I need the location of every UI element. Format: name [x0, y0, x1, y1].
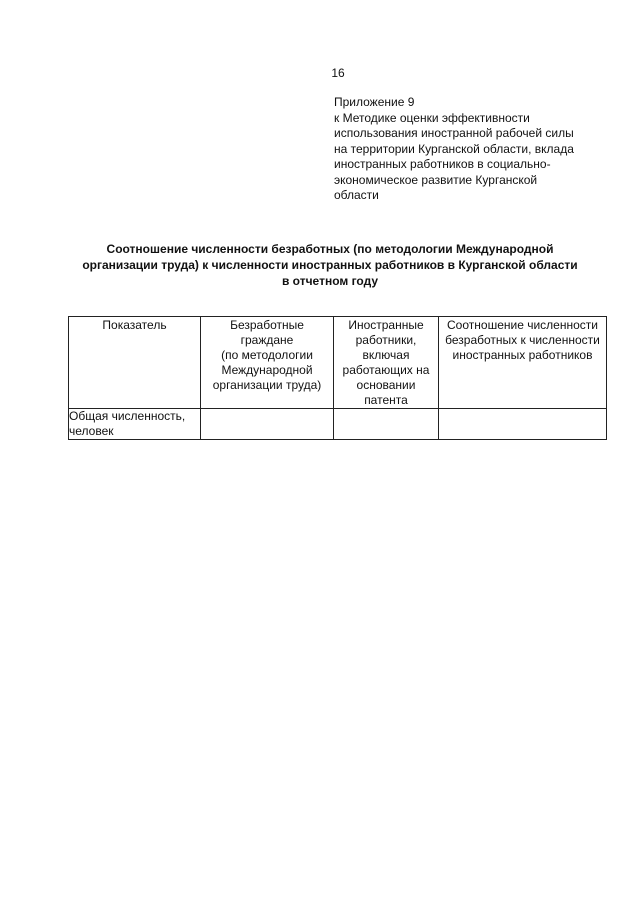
data-table: [68, 316, 607, 440]
header-text: Безработные: [230, 318, 304, 332]
appendix-line: экономическое развитие Курганской: [334, 172, 538, 187]
header-text: Соотношение численности: [447, 318, 598, 332]
row-label-text: Общая численность,: [69, 409, 186, 423]
title-line: в отчетном году: [281, 274, 379, 288]
appendix-line: на территории Курганской области, вклада: [334, 141, 574, 156]
header-text: Иностранные: [348, 318, 424, 332]
header-text: организации труда): [212, 378, 322, 392]
header-text: работники,: [355, 333, 417, 347]
header-unemployed: [201, 317, 334, 409]
table-row: [69, 409, 607, 440]
title-line: организации труда) к численности иностранных работников в Курганской области: [82, 258, 578, 272]
header-foreign-workers: [334, 317, 439, 409]
page-number: 16: [331, 66, 345, 80]
table-cell-foreign-workers: [334, 409, 439, 440]
header-text: патента: [364, 393, 408, 407]
document-title: [40, 241, 620, 289]
header-text: Показатель: [102, 318, 167, 332]
header-ratio: [439, 317, 607, 409]
title-line: Соотношение численности безработных (по методологии Международной: [106, 242, 554, 256]
header-text: граждане: [240, 333, 294, 347]
table-cell-ratio: [439, 409, 607, 440]
table-cell-unemployed: [201, 409, 334, 440]
header-text: безработных к численности: [445, 333, 600, 347]
header-text: включая: [362, 348, 410, 362]
appendix-line: использования иностранной рабочей силы: [334, 126, 574, 140]
appendix-line: Приложение 9: [334, 95, 415, 109]
header-indicator: [69, 317, 201, 409]
header-text: (по методологии: [221, 348, 313, 362]
appendix-line: к Методике оценки эффективности: [334, 110, 530, 125]
header-text: иностранных работников: [452, 348, 593, 362]
appendix-line: иностранных работников в социально-: [334, 157, 551, 171]
appendix-note: [334, 95, 614, 204]
header-text: работающих на: [342, 363, 430, 377]
row-label-cell: [69, 409, 201, 440]
appendix-line: области: [334, 188, 379, 202]
header-text: Международной: [221, 363, 313, 377]
table-header-row: [69, 317, 607, 409]
row-label-text: человек: [69, 424, 114, 438]
header-text: основании: [356, 378, 416, 392]
